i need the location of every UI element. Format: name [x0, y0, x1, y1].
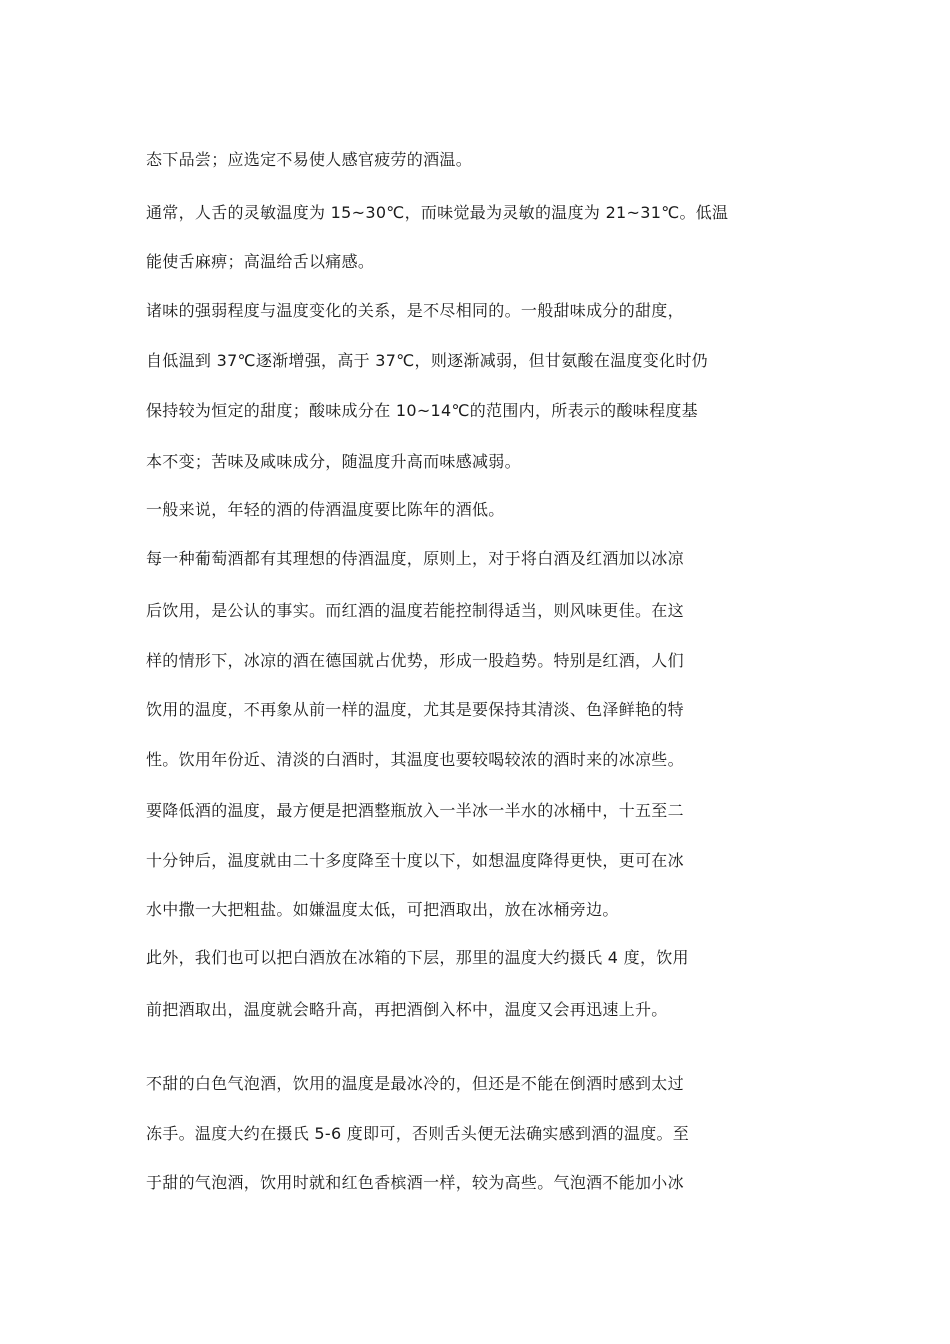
text-line: 冻手。温度大约在摄氏 5-6 度即可，否则舌头便无法确实感到酒的温度。至 — [146, 1124, 690, 1143]
text-line: 通常，人舌的灵敏温度为 15~30℃，而味觉最为灵敏的温度为 21~31℃。低温 — [146, 203, 729, 222]
text-line: 此外，我们也可以把白酒放在冰箱的下层，那里的温度大约摄氏 4 度，饮用 — [146, 948, 689, 967]
text-line: 样的情形下，冰凉的酒在德国就占优势，形成一股趋势。特别是红酒，人们 — [146, 651, 684, 670]
text-line: 要降低酒的温度，最方便是把酒整瓶放入一半冰一半水的冰桶中，十五至二 — [146, 801, 684, 820]
text-line: 前把酒取出，温度就会略升高，再把酒倒入杯中，温度又会再迅速上升。 — [146, 1000, 668, 1019]
text-line: 态下品尝；应选定不易使人感官疲劳的酒温。 — [146, 150, 473, 169]
text-line: 饮用的温度，不再象从前一样的温度，尤其是要保持其清淡、色泽鲜艳的特 — [146, 700, 684, 719]
text-line: 本不变；苦味及咸味成分，随温度升高而味感减弱。 — [146, 452, 521, 471]
text-line: 后饮用，是公认的事实。而红酒的温度若能控制得适当，则风味更佳。在这 — [146, 601, 684, 620]
text-line: 一般来说，年轻的酒的侍酒温度要比陈年的酒低。 — [146, 500, 505, 519]
text-line: 自低温到 37℃逐渐增强，高于 37℃，则逐渐减弱，但甘氨酸在温度变化时仍 — [146, 351, 708, 370]
text-line: 保持较为恒定的甜度；酸味成分在 10~14℃的范围内，所表示的酸味程度基 — [146, 401, 698, 420]
text-line: 能使舌麻痹；高温给舌以痛感。 — [146, 252, 375, 271]
text-line: 于甜的气泡酒，饮用时就和红色香槟酒一样，较为高些。气泡酒不能加小冰 — [146, 1173, 684, 1192]
text-line: 每一种葡萄酒都有其理想的侍酒温度，原则上，对于将白酒及红酒加以冰凉 — [146, 549, 684, 568]
text-line: 性。饮用年份近、清淡的白酒时，其温度也要较喝较浓的酒时来的冰凉些。 — [146, 750, 684, 769]
text-line: 十分钟后，温度就由二十多度降至十度以下，如想温度降得更快，更可在冰 — [146, 851, 684, 870]
text-line: 水中撒一大把粗盐。如嫌温度太低，可把酒取出，放在冰桶旁边。 — [146, 900, 619, 919]
text-line: 不甜的白色气泡酒，饮用的温度是最冰冷的，但还是不能在倒酒时感到太过 — [146, 1074, 684, 1093]
text-line: 诸味的强弱程度与温度变化的关系，是不尽相同的。一般甜味成分的甜度， — [146, 301, 684, 320]
